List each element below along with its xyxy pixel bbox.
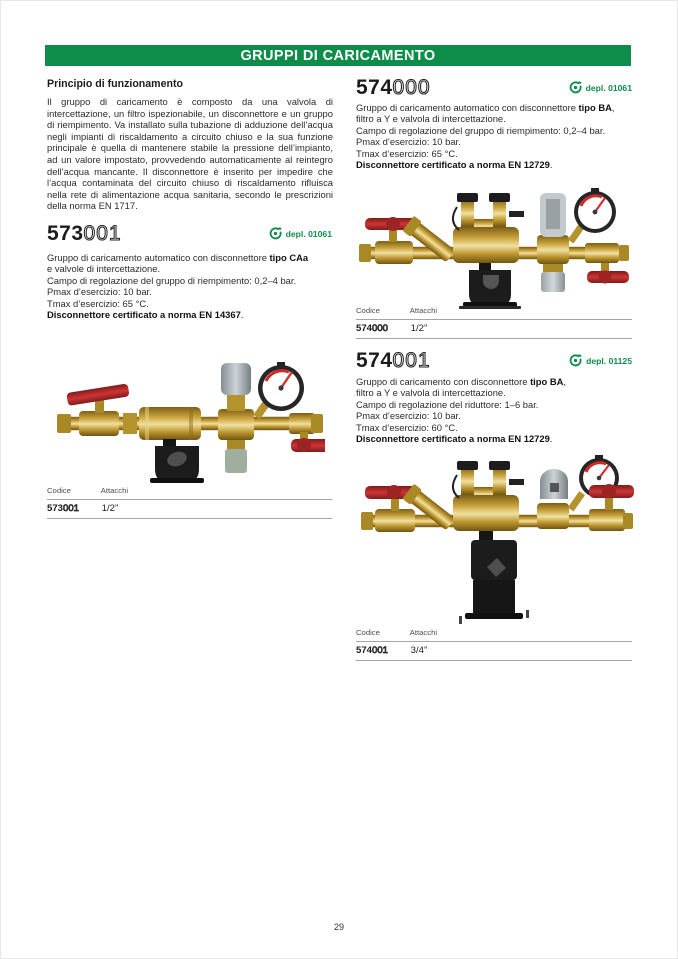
pressure-reducer [537, 469, 569, 529]
cell-code-series: 574 [356, 323, 373, 334]
desc-line: Gruppo di caricamento automatico con disconnettore [356, 102, 579, 113]
depliant-label: depl. 01061 [585, 82, 632, 93]
desc-line-bold: Disconnettore certificato a norma EN 14367 [47, 309, 241, 321]
product-code-variant: 001 [392, 349, 431, 372]
desc-line: Campo di regolazione del gruppo di riempimento: 0,2–4 bar. [47, 274, 297, 286]
product-photo-573001 [53, 331, 325, 488]
desc-line-bold: Disconnettore certificato a norma EN 12729 [356, 159, 550, 171]
pressure-gauge [253, 362, 304, 419]
depliant-label: depl. 01125 [586, 355, 632, 366]
product-code-series: 574 [356, 349, 393, 372]
table-header-row [356, 628, 632, 642]
desc-line-bold: tipo BA [530, 376, 564, 387]
section-header-bar [45, 45, 631, 66]
pressure-reducer [218, 363, 254, 473]
desc-line-bold: tipo CAa [269, 252, 309, 263]
depliant-badge [569, 81, 632, 94]
desc-line: Campo di regolazione del riduttore: 1–6 bar. [356, 398, 539, 410]
cell-attacchi: 1/2” [101, 503, 119, 514]
backflow-preventer [139, 407, 201, 440]
drain-funnel [150, 439, 204, 483]
product-code-series: 573 [47, 222, 84, 245]
desc-line: , [611, 102, 615, 113]
cell-codice [356, 645, 408, 656]
product-code-series: 574 [356, 76, 393, 99]
table-row [47, 500, 332, 519]
product-574001-description [356, 376, 632, 444]
intro-paragraph: Il gruppo di caricamento è composto da una valvola di intercettazione, un filtro ispezionabile, un disconnettore e un gruppo di riempimento. Va installato sulla tubazione di adduzione dell’acqua negli impianti di riscaldamento a circuito chiuso e la sua funzione principale è quella di mantenere stabile la pressione dell’impianto, ad un valore impostato, provvedendo automaticamente al reintegro dell’acqua mancante. Il disconnettore è inserito per impedire che l’acqua contaminata del circuito chiuso di riscaldamento rifluisca nella rete di alimentazione acqua sanitaria, secondo le prescrizioni della norma EN 1717. [47, 96, 333, 212]
depliant-icon [569, 81, 582, 94]
cell-code-series: 574 [356, 645, 373, 656]
intro-title: Principio di funzionamento [47, 78, 183, 90]
desc-line: e valvole di intercettazione. [47, 263, 161, 275]
pressure-reducer [537, 193, 569, 292]
cell-code-variant: 001 [372, 645, 389, 656]
col-header-attacchi: Attacchi [409, 306, 438, 315]
desc-line: Pmax d’esercizio: 10 bar. [356, 410, 461, 422]
table-header-row [47, 486, 332, 500]
product-574000-description [356, 102, 632, 170]
cell-code-series: 573 [47, 503, 64, 514]
depliant-label: depl. 01061 [285, 228, 332, 239]
product-574001-header [356, 350, 632, 372]
page-title: GRUPPI DI CARICAMENTO [240, 47, 436, 64]
depliant-icon [269, 227, 282, 240]
table-row [356, 320, 632, 339]
table-header-row [356, 306, 632, 320]
product-code [356, 350, 431, 372]
desc-line: Pmax d’esercizio: 10 bar. [356, 136, 461, 148]
desc-line-bold: tipo BA [578, 102, 612, 113]
product-574001-table [356, 628, 632, 661]
desc-line: Tmax d’esercizio: 65 °C. [356, 147, 458, 159]
desc-line: . [549, 159, 553, 171]
desc-line: . [240, 309, 244, 321]
desc-line: , [563, 376, 566, 387]
product-574000-table [356, 306, 632, 339]
cell-attacchi: 3/4” [410, 645, 428, 656]
desc-line: filtro a Y e valvola di intercettazione. [356, 387, 506, 399]
desc-line: Gruppo di caricamento automatico con disconnettore [47, 252, 270, 263]
product-code [47, 223, 122, 245]
backflow-preventer [453, 461, 524, 531]
col-header-codice: Codice [47, 486, 71, 495]
cell-attacchi: 1/2” [410, 323, 428, 334]
drain-funnel [459, 531, 529, 624]
page-number: 29 [333, 922, 344, 932]
cell-codice [356, 323, 408, 334]
product-573001-header [47, 223, 332, 245]
desc-line: Tmax d’esercizio: 65 °C. [47, 297, 149, 309]
desc-line: Pmax d’esercizio: 10 bar. [47, 286, 152, 298]
product-code-variant: 000 [392, 76, 431, 99]
desc-line: Campo di regolazione del gruppo di riempimento: 0,2–4 bar. [356, 124, 606, 136]
cell-codice [47, 503, 99, 514]
depliant-badge [569, 354, 632, 367]
product-photo-574001 [359, 441, 634, 631]
pressure-gauge [568, 188, 616, 243]
depliant-badge [269, 227, 332, 240]
col-header-codice: Codice [356, 306, 380, 315]
desc-line: filtro a Y e valvola di intercettazione. [356, 113, 506, 125]
product-photo-574000 [357, 167, 632, 314]
cell-code-variant: 001 [63, 503, 80, 514]
desc-line: Gruppo di caricamento con disconnettore [356, 376, 531, 387]
col-header-attacchi: Attacchi [100, 486, 129, 495]
product-code [356, 77, 431, 99]
depliant-icon [569, 354, 582, 367]
table-row [356, 642, 632, 661]
desc-line-bold: Disconnettore certificato a norma EN 12729 [356, 433, 550, 445]
cell-code-variant: 000 [372, 323, 389, 334]
backflow-preventer [453, 193, 524, 263]
col-header-attacchi: Attacchi [409, 628, 438, 637]
product-574000-header [356, 77, 632, 99]
col-header-codice: Codice [356, 628, 380, 637]
desc-line: Tmax d’esercizio: 60 °C. [356, 421, 458, 433]
desc-line: . [549, 433, 553, 445]
drain-funnel [459, 263, 521, 309]
product-573001-table [47, 486, 332, 519]
product-573001-description [47, 252, 332, 320]
product-code-variant: 001 [83, 222, 122, 245]
